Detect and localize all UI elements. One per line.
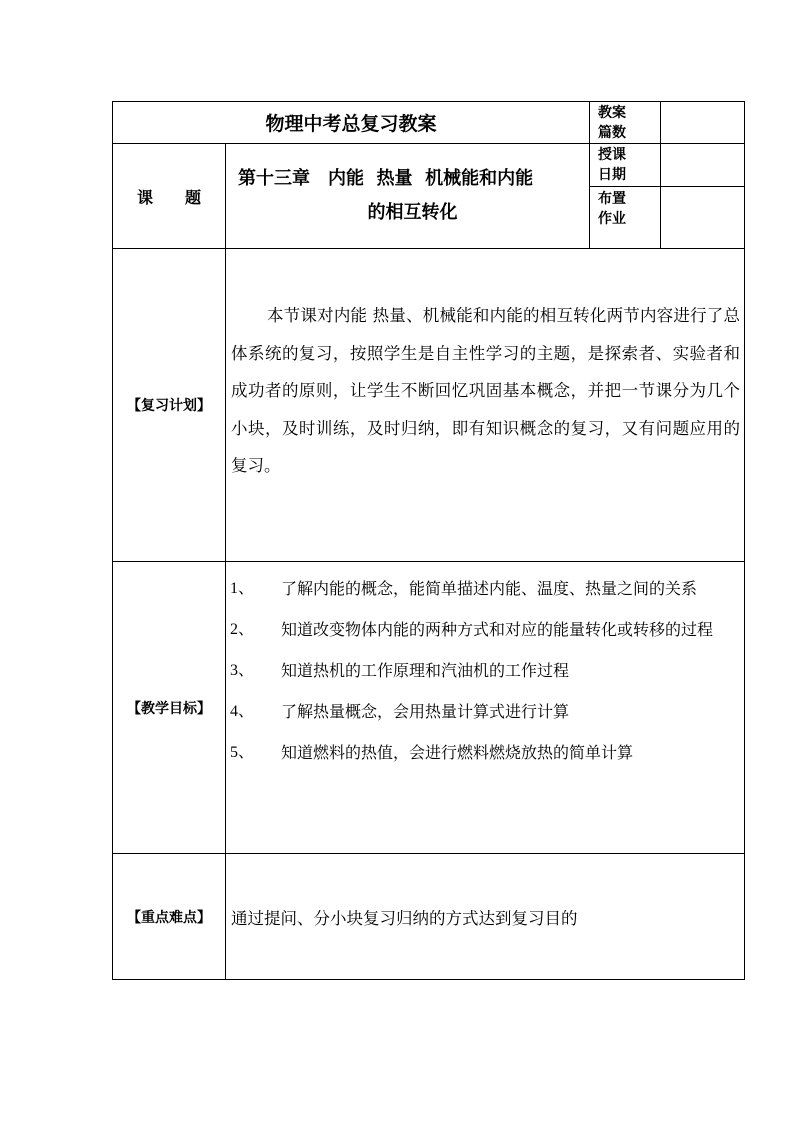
goal-number: 2、 [230,621,255,638]
chapter-title [226,144,590,249]
meta-label-date-text: 授课 日期 [598,147,627,183]
meta-value-count [661,102,745,144]
meta-label-count-text: 教案 篇数 [598,104,627,141]
goal-item [230,650,740,691]
chapter-title-line2: 的相互转化 [367,202,458,223]
chapter-title-line1: 第十三章 内能 热量 机械能和内能 [238,168,534,189]
lesson-plan-table [112,101,745,980]
review-plan-label: 【复习计划】 [113,249,226,562]
review-plan-text: 本节课对内能 热量、机械能和内能的相互转化两节内容进行了总体系统的复习，按照学生是自主性学习的主题，是探索者、实验者和成功者的原则，让学生不断回忆巩固基本概念，并把一节课分为几个小块，及时训练，及时归纳，即有知识概念的复习，又有问题应用的复习。 [231,306,741,475]
title-row [113,102,745,144]
key-points-text: 通过提问、分小块复习归纳的方式达到复习目的 [226,854,745,980]
subject-row [113,144,745,187]
meta-label-homework [590,187,661,249]
goal-item [230,609,740,650]
goal-text: 知道燃料的热值，会进行燃料燃烧放热的简单计算 [281,743,634,762]
goal-text: 了解热量概念，会用热量计算式进行计算 [281,702,570,721]
meta-label-date [590,144,661,187]
meta-label-homework-text: 布置 作业 [598,191,627,227]
key-points-row [113,854,745,980]
goal-number: 3、 [230,662,255,679]
review-plan-row [113,249,745,562]
goal-item [230,568,740,609]
review-plan-cell [226,249,745,562]
document-title: 物理中考总复习教案 [113,102,590,144]
teaching-goals-list [226,562,745,854]
goal-item [230,691,740,732]
goal-text: 了解内能的概念，能简单描述内能、温度、热量之间的关系 [281,579,698,598]
meta-label-count [590,102,661,144]
goal-number: 5、 [230,744,255,761]
goal-number: 4、 [230,703,255,720]
meta-value-date [661,144,745,187]
subject-label: 课 题 [113,144,226,249]
goal-text: 知道改变物体内能的两种方式和对应的能量转化或转移的过程 [281,620,714,639]
teaching-goals-label: 【教学目标】 [113,562,226,854]
key-points-label: 【重点难点】 [113,854,226,980]
goal-item [230,732,740,773]
goal-number: 1、 [230,580,255,597]
goal-text: 知道热机的工作原理和汽油机的工作过程 [281,661,570,680]
meta-value-homework [661,187,745,249]
teaching-goals-row [113,562,745,854]
